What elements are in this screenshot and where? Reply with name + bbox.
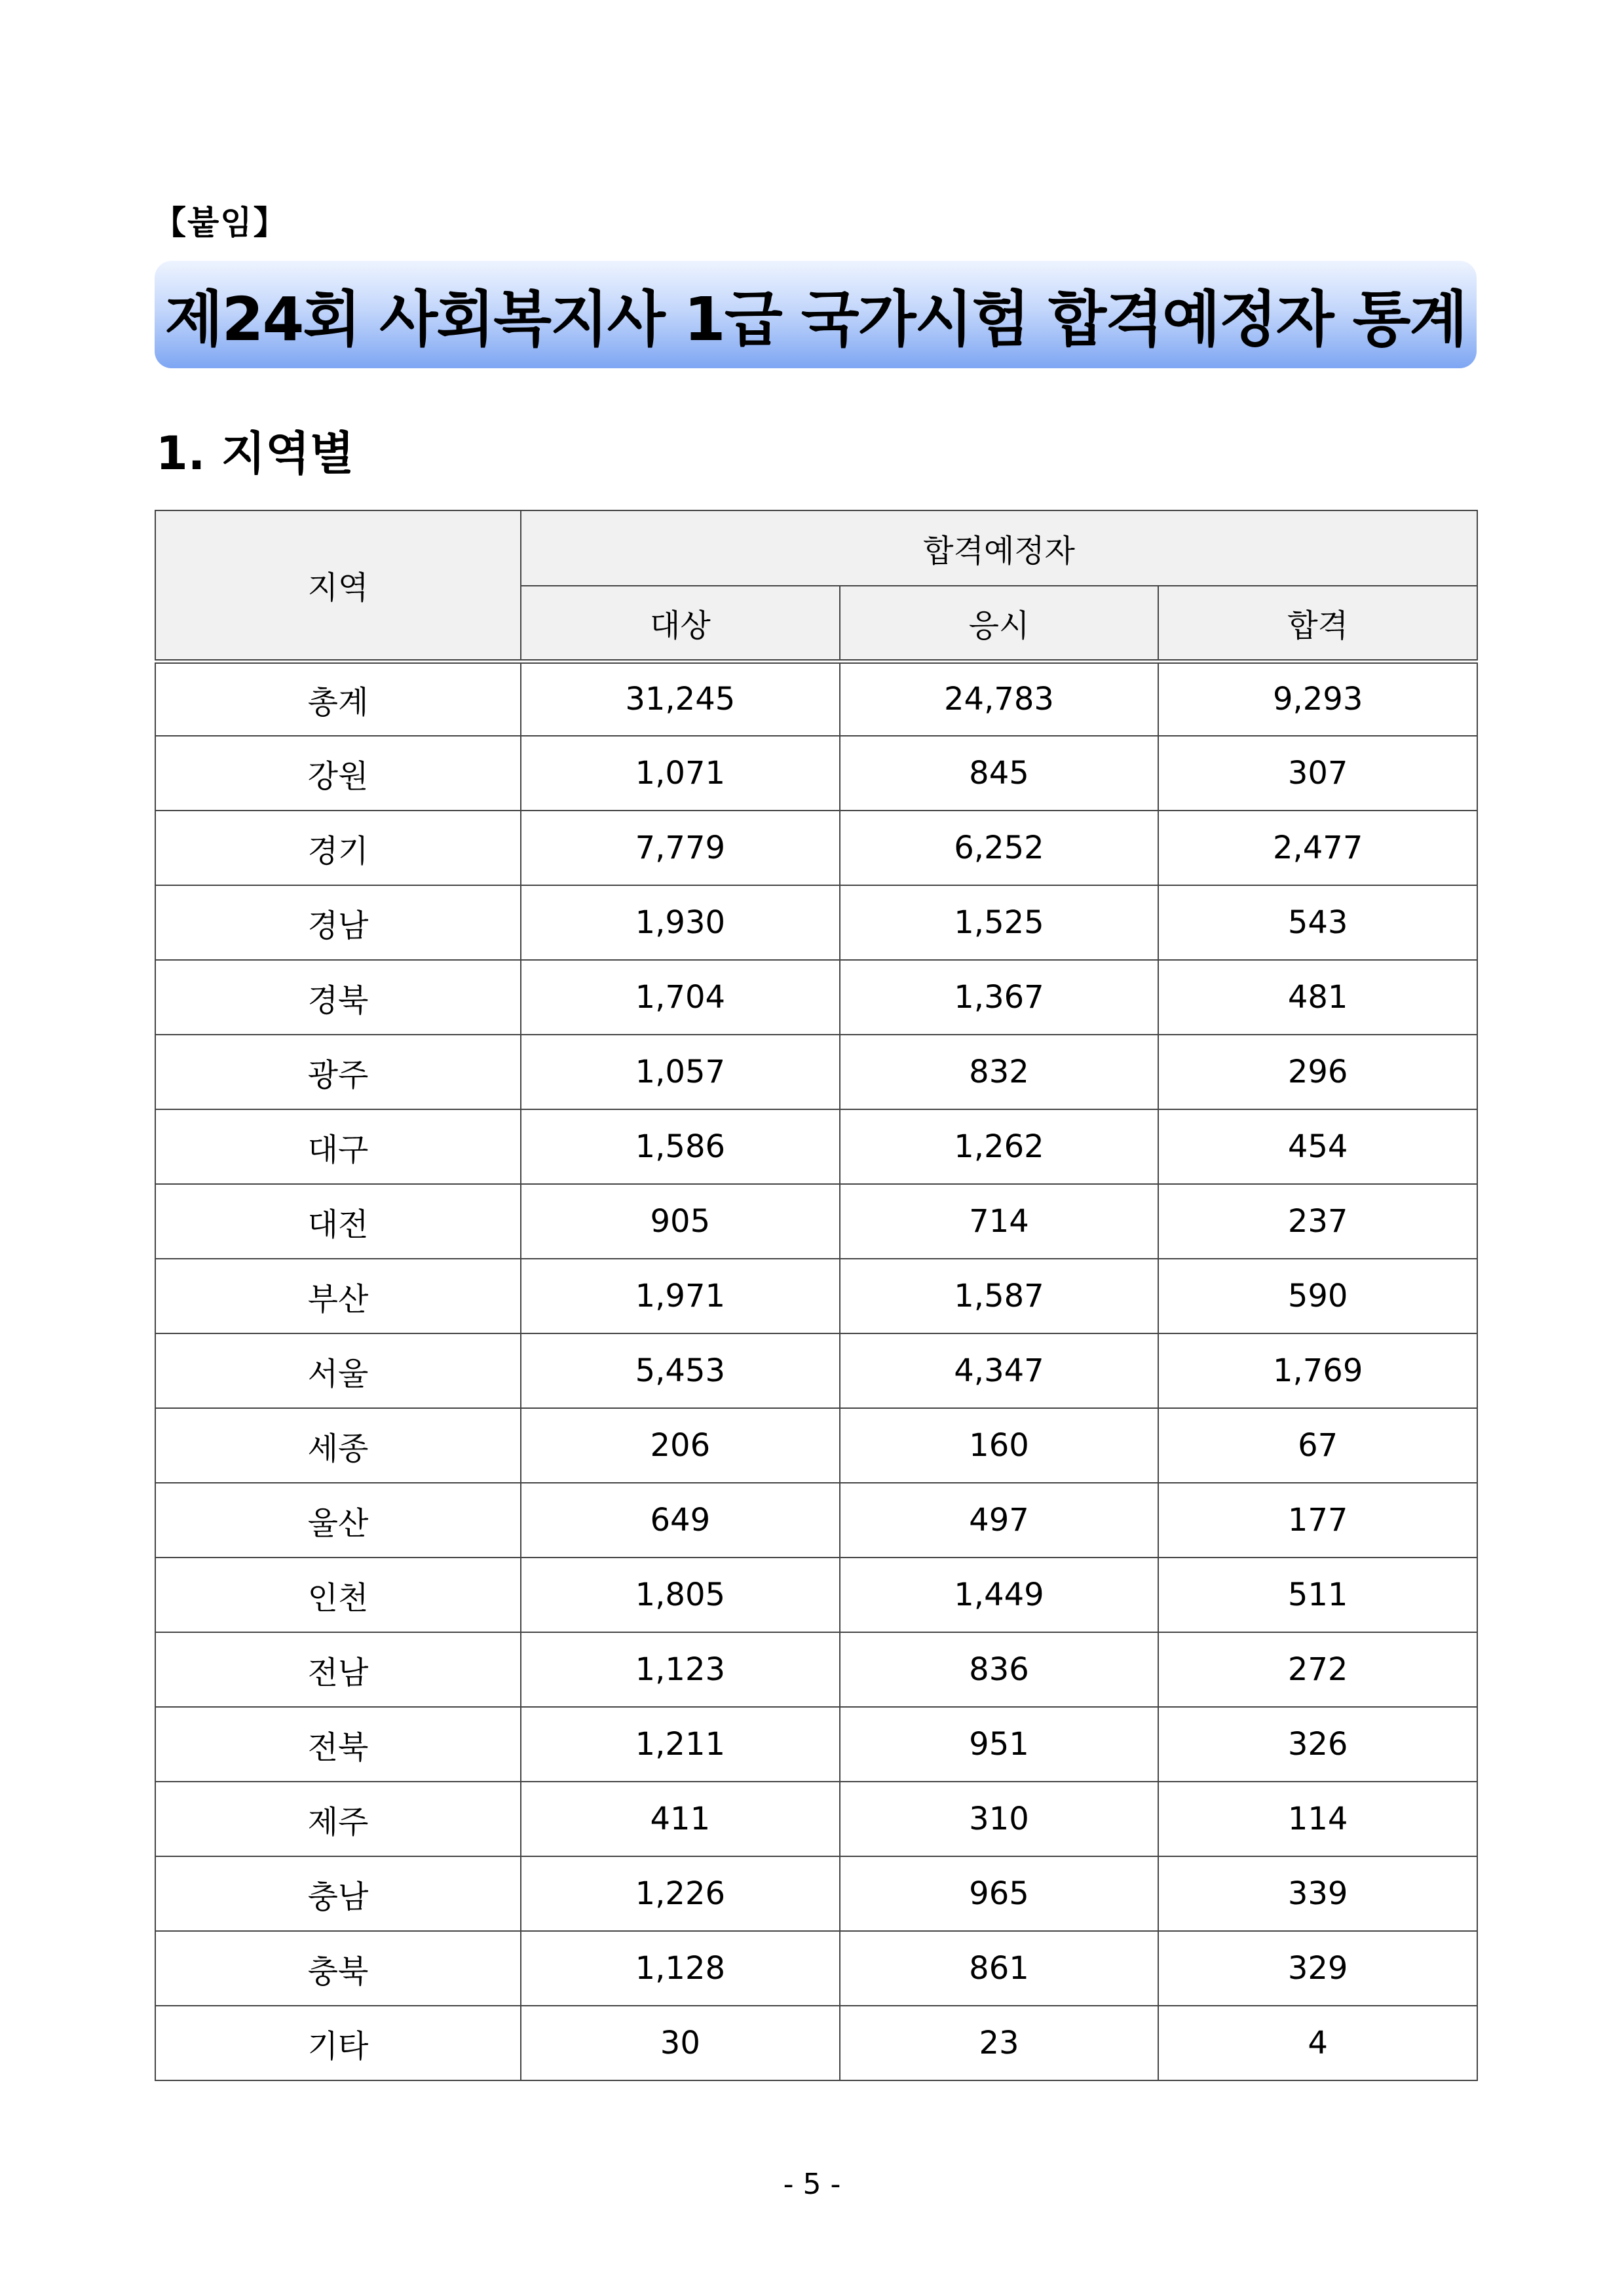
region-cell: 부산 <box>155 1259 521 1333</box>
table-row <box>155 960 1477 1035</box>
table-row <box>155 1408 1477 1483</box>
target-cell: 1,704 <box>521 960 840 1035</box>
target-cell: 30 <box>521 2006 840 2080</box>
target-cell: 1,971 <box>521 1259 840 1333</box>
region-cell: 충북 <box>155 1931 521 2006</box>
section-heading: 1. 지역별 <box>156 427 354 480</box>
region-cell: 전북 <box>155 1707 521 1782</box>
region-cell: 전남 <box>155 1632 521 1707</box>
target-cell: 1,226 <box>521 1856 840 1931</box>
title-banner <box>155 261 1477 368</box>
target-cell: 1,128 <box>521 1931 840 2006</box>
applied-cell: 497 <box>840 1483 1159 1558</box>
passed-cell: 67 <box>1158 1408 1477 1483</box>
applied-cell: 310 <box>840 1782 1159 1856</box>
passed-cell: 177 <box>1158 1483 1477 1558</box>
applied-cell: 1,262 <box>840 1109 1159 1184</box>
region-cell: 총계 <box>155 661 521 736</box>
region-cell: 인천 <box>155 1558 521 1632</box>
region-cell: 강원 <box>155 736 521 811</box>
target-cell: 5,453 <box>521 1333 840 1408</box>
page-number: - 5 - <box>783 2168 841 2201</box>
passed-cell: 543 <box>1158 885 1477 960</box>
target-cell: 206 <box>521 1408 840 1483</box>
table-row <box>155 1782 1477 1856</box>
table-row <box>155 1931 1477 2006</box>
passed-cell: 237 <box>1158 1184 1477 1259</box>
region-cell: 대전 <box>155 1184 521 1259</box>
table-row <box>155 1109 1477 1184</box>
target-cell: 1,071 <box>521 736 840 811</box>
applied-cell: 836 <box>840 1632 1159 1707</box>
target-cell: 1,123 <box>521 1632 840 1707</box>
target-cell: 411 <box>521 1782 840 1856</box>
target-column-header: 대상 <box>521 586 840 661</box>
region-cell: 울산 <box>155 1483 521 1558</box>
applied-cell: 965 <box>840 1856 1159 1931</box>
passed-column-header: 합격 <box>1158 586 1477 661</box>
target-cell: 1,930 <box>521 885 840 960</box>
target-cell: 649 <box>521 1483 840 1558</box>
passed-cell: 481 <box>1158 960 1477 1035</box>
passed-cell: 326 <box>1158 1707 1477 1782</box>
applied-cell: 1,449 <box>840 1558 1159 1632</box>
region-cell: 제주 <box>155 1782 521 1856</box>
table-row <box>155 1558 1477 1632</box>
passed-cell: 296 <box>1158 1035 1477 1109</box>
region-cell: 기타 <box>155 2006 521 2080</box>
applied-cell: 845 <box>840 736 1159 811</box>
table-row <box>155 1856 1477 1931</box>
passed-cell: 1,769 <box>1158 1333 1477 1408</box>
region-cell: 광주 <box>155 1035 521 1109</box>
attachment-label: 【붙임】 <box>153 204 288 242</box>
target-cell: 31,245 <box>521 661 840 736</box>
table-row <box>155 661 1477 736</box>
applied-column-header: 응시 <box>840 586 1159 661</box>
target-cell: 7,779 <box>521 811 840 885</box>
applied-cell: 24,783 <box>840 661 1159 736</box>
passed-cell: 272 <box>1158 1632 1477 1707</box>
applied-cell: 832 <box>840 1035 1159 1109</box>
region-cell: 경기 <box>155 811 521 885</box>
table-row <box>155 1184 1477 1259</box>
region-cell: 세종 <box>155 1408 521 1483</box>
table-row <box>155 1483 1477 1558</box>
target-cell: 1,586 <box>521 1109 840 1184</box>
region-cell: 경북 <box>155 960 521 1035</box>
table-row <box>155 1259 1477 1333</box>
target-cell: 905 <box>521 1184 840 1259</box>
passed-cell: 590 <box>1158 1259 1477 1333</box>
passed-cell: 114 <box>1158 1782 1477 1856</box>
region-cell: 대구 <box>155 1109 521 1184</box>
region-cell: 서울 <box>155 1333 521 1408</box>
passed-cell: 511 <box>1158 1558 1477 1632</box>
passed-cell: 4 <box>1158 2006 1477 2080</box>
passed-cell: 2,477 <box>1158 811 1477 885</box>
passed-cell: 9,293 <box>1158 661 1477 736</box>
table-row <box>155 1035 1477 1109</box>
table-row <box>155 885 1477 960</box>
target-cell: 1,057 <box>521 1035 840 1109</box>
passed-cell: 329 <box>1158 1931 1477 2006</box>
applied-cell: 6,252 <box>840 811 1159 885</box>
region-stats-table <box>155 510 1478 2081</box>
applied-cell: 861 <box>840 1931 1159 2006</box>
table-row <box>155 2006 1477 2080</box>
passed-cell: 339 <box>1158 1856 1477 1931</box>
applied-cell: 951 <box>840 1707 1159 1782</box>
applied-cell: 1,587 <box>840 1259 1159 1333</box>
region-cell: 경남 <box>155 885 521 960</box>
region-cell: 충남 <box>155 1856 521 1931</box>
document-title: 제24회 사회복지사 1급 국가시험 합격예정자 통계 <box>164 284 1467 354</box>
table-row <box>155 1333 1477 1408</box>
table-header <box>155 510 1477 661</box>
passed-cell: 454 <box>1158 1109 1477 1184</box>
group-column-header: 합격예정자 <box>521 510 1477 586</box>
applied-cell: 160 <box>840 1408 1159 1483</box>
applied-cell: 1,367 <box>840 960 1159 1035</box>
region-column-header: 지역 <box>155 510 521 661</box>
target-cell: 1,211 <box>521 1707 840 1782</box>
passed-cell: 307 <box>1158 736 1477 811</box>
table-row <box>155 1632 1477 1707</box>
target-cell: 1,805 <box>521 1558 840 1632</box>
applied-cell: 1,525 <box>840 885 1159 960</box>
table-row <box>155 811 1477 885</box>
table-row <box>155 1707 1477 1782</box>
applied-cell: 714 <box>840 1184 1159 1259</box>
applied-cell: 23 <box>840 2006 1159 2080</box>
applied-cell: 4,347 <box>840 1333 1159 1408</box>
table-body <box>155 661 1477 2080</box>
table-row <box>155 736 1477 811</box>
